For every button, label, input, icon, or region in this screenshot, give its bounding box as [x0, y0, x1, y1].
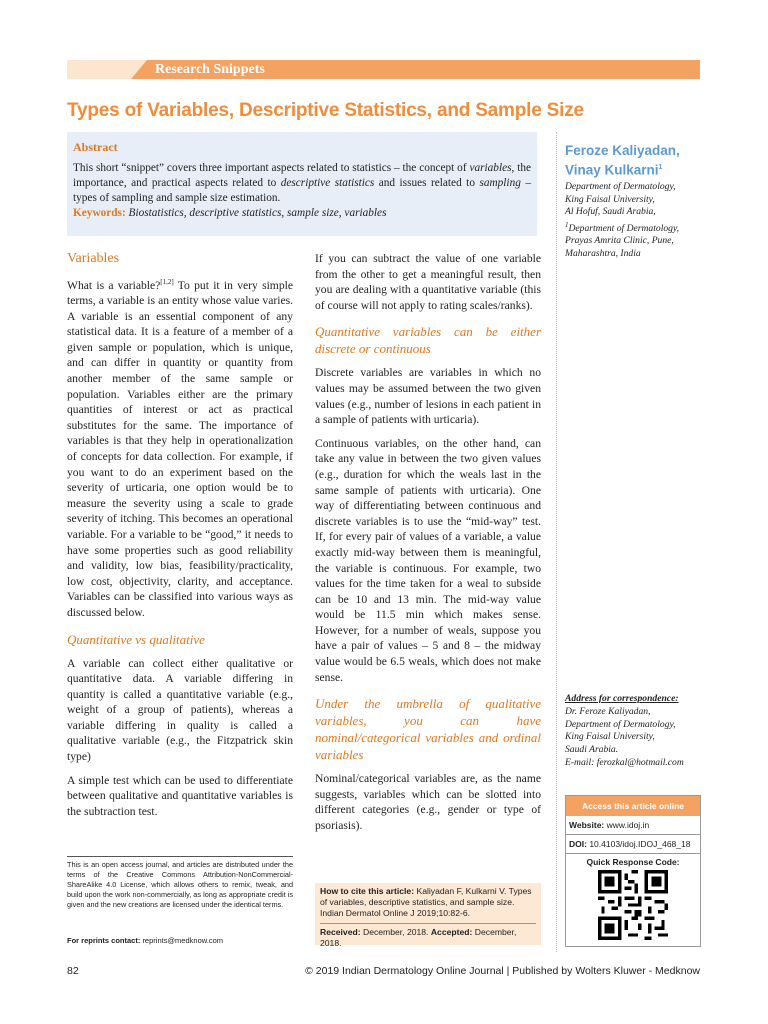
subheading-quant-vs-qual: Quantitative vs qualitative	[67, 631, 205, 647]
citation-box: How to cite this article: Kaliyadan F, Kulkarni V. Types of variables, descriptive statistics, and sample size. Indian Dermatol Online J 2019;10:82-6. Received: December, 2018. Accepted: December, 2018.	[315, 883, 541, 945]
body-column-left	[67, 251, 293, 827]
correspondence-address: Address for correspondence: Dr. Feroze Kaliyadan, Department of Dermatology, King Faisal University, Saudi Arabia. E-mail: ferozkal@hotmail.com	[565, 693, 684, 768]
doi-link[interactable]: 10.4103/idoj.IDOJ_468_18	[589, 839, 691, 849]
paragraph: If you can subtract the value of one variable from the other to get a meaningful result, then you are dealing with a quantitative variable (this of course will not apply to rating scales/ranks).	[315, 252, 541, 312]
access-online-box	[565, 795, 701, 947]
paragraph: What is a variable?[1,2] To put it in very simple terms, a variable is an entity whose value varies. A variable is an essential component of any statistical data. It is a feature of a member of a given sample or population, which is unique, and can differ in quantity or quantity from another member of the same sample or population. Variables either are the primary quantities of interest or act as practical substitutes for the same. The importance of variables is that they help in operationalization of concepts for data collection. For example, if you want to do an experiment based on the severity of urticaria, one option would be to measure the severity using a scale to grade severity of itching. This becomes an operational variable. For a variable to be “good,” it needs to have some properties such as good reliability and validity, low bias, feasibility/practicality, low cost, objectivity, clarity, and acceptance. Variables can be classified into various ways as discussed below.	[67, 277, 293, 619]
subheading-discrete-continuous: Quantitative variables can be either discrete or continuous	[315, 324, 541, 357]
copyright-notice: © 2019 Indian Dermatology Online Journal | Published by Wolters Kluwer - Medknow	[305, 965, 700, 977]
author-affiliations: Department of Dermatology, King Faisal University, Al Hofuf, Saudi Arabia, $^1$Department of Dermatology, Prayas Amrita Clinic, Pune, Maharashtra, India	[565, 181, 680, 259]
column-divider	[556, 132, 557, 952]
banner-accent	[67, 60, 147, 79]
body-column-right	[315, 251, 541, 842]
abstract-text: This short “snippet” covers three important aspects related to statistics – the concept of variables, the importance, and practical aspects related to descriptive statistics and issues related to sampling – types of sampling and sample size estimation.	[73, 162, 531, 204]
doi-row: DOI: 10.4103/idoj.IDOJ_468_18	[566, 835, 700, 854]
paragraph: A variable can collect either qualitative or quantitative data. A variable differing in quantity is called a quantitative variable (e.g., weight of a group of patients), whereas a variable differing in quality is called a qualitative variable (e.g., the Fitzpatrick skin type)	[67, 656, 293, 764]
paragraph: Discrete variables are variables in which no values may be assumed between the two given values (e.g., number of lesions in each patient in a sample of patients with urticaria).	[315, 366, 541, 427]
banner-label: Research Snippets	[155, 62, 265, 77]
website-row: Website: www.idoj.in	[566, 816, 700, 835]
author-names: Feroze Kaliyadan, Vinay Kulkarni$^1$	[565, 143, 680, 178]
article-title: Types of Variables, Descriptive Statistics, and Sample Size	[67, 100, 584, 121]
license-notice: This is an open access journal, and articles are distributed under the terms of the Creative Commons Attribution-NonCommercial-ShareAlike 4.0 License, which allows others to remix, tweak, and build upon the work non-commercially, as long as appropriate credit is given and the new creations are licensed under the identical terms.	[67, 856, 293, 910]
subheading-nominal-ordinal: Under the umbrella of qualitative variables, you can have nominal/categorical variables and ordinal variables	[315, 696, 541, 763]
abstract-box	[67, 132, 537, 236]
paragraph: Nominal/categorical variables are, as the name suggests, variables which can be slotted into different categories (e.g., gender or type of psoriasis).	[315, 772, 541, 833]
page-number: 82	[67, 965, 79, 977]
keywords: Keywords: Biostatistics, descriptive statistics, sample size, variables	[73, 207, 387, 219]
section-heading-variables: Variables	[67, 251, 120, 266]
access-heading: Access this article online	[566, 796, 700, 816]
citation-divider	[320, 923, 536, 924]
section-banner	[67, 60, 700, 79]
reprints-email-link[interactable]: reprints@medknow.com	[142, 936, 223, 945]
abstract-heading: Abstract	[73, 140, 118, 154]
website-link[interactable]: www.idoj.in	[606, 820, 650, 830]
paragraph: A simple test which can be used to differentiate between qualitative and quantitative variables is the subtraction test.	[67, 773, 293, 818]
paragraph: Continuous variables, on the other hand, can take any value in between the two given values (e.g., duration for which the weals last in the same sample of patients with urticaria). One way of differentiating between continuous and discrete variables is to use the “mid-way” test. If, for every pair of values of a variable, a value exactly mid-way between them is meaningful, the variable is continuous. For example, two values for the time taken for a weal to subside can be 10 and 13 min. The mid-way value would be 11.5 min which makes sense. However, for a number of weals, suppose you have a pair of values – 5 and 8 – the midway value would be 6.5 weals, which does not make sense.	[315, 436, 541, 684]
qr-label: Quick Response Code:	[586, 857, 680, 867]
reprints-contact: For reprints contact: reprints@medknow.com	[67, 936, 223, 945]
qr-code-icon[interactable]	[598, 870, 668, 940]
